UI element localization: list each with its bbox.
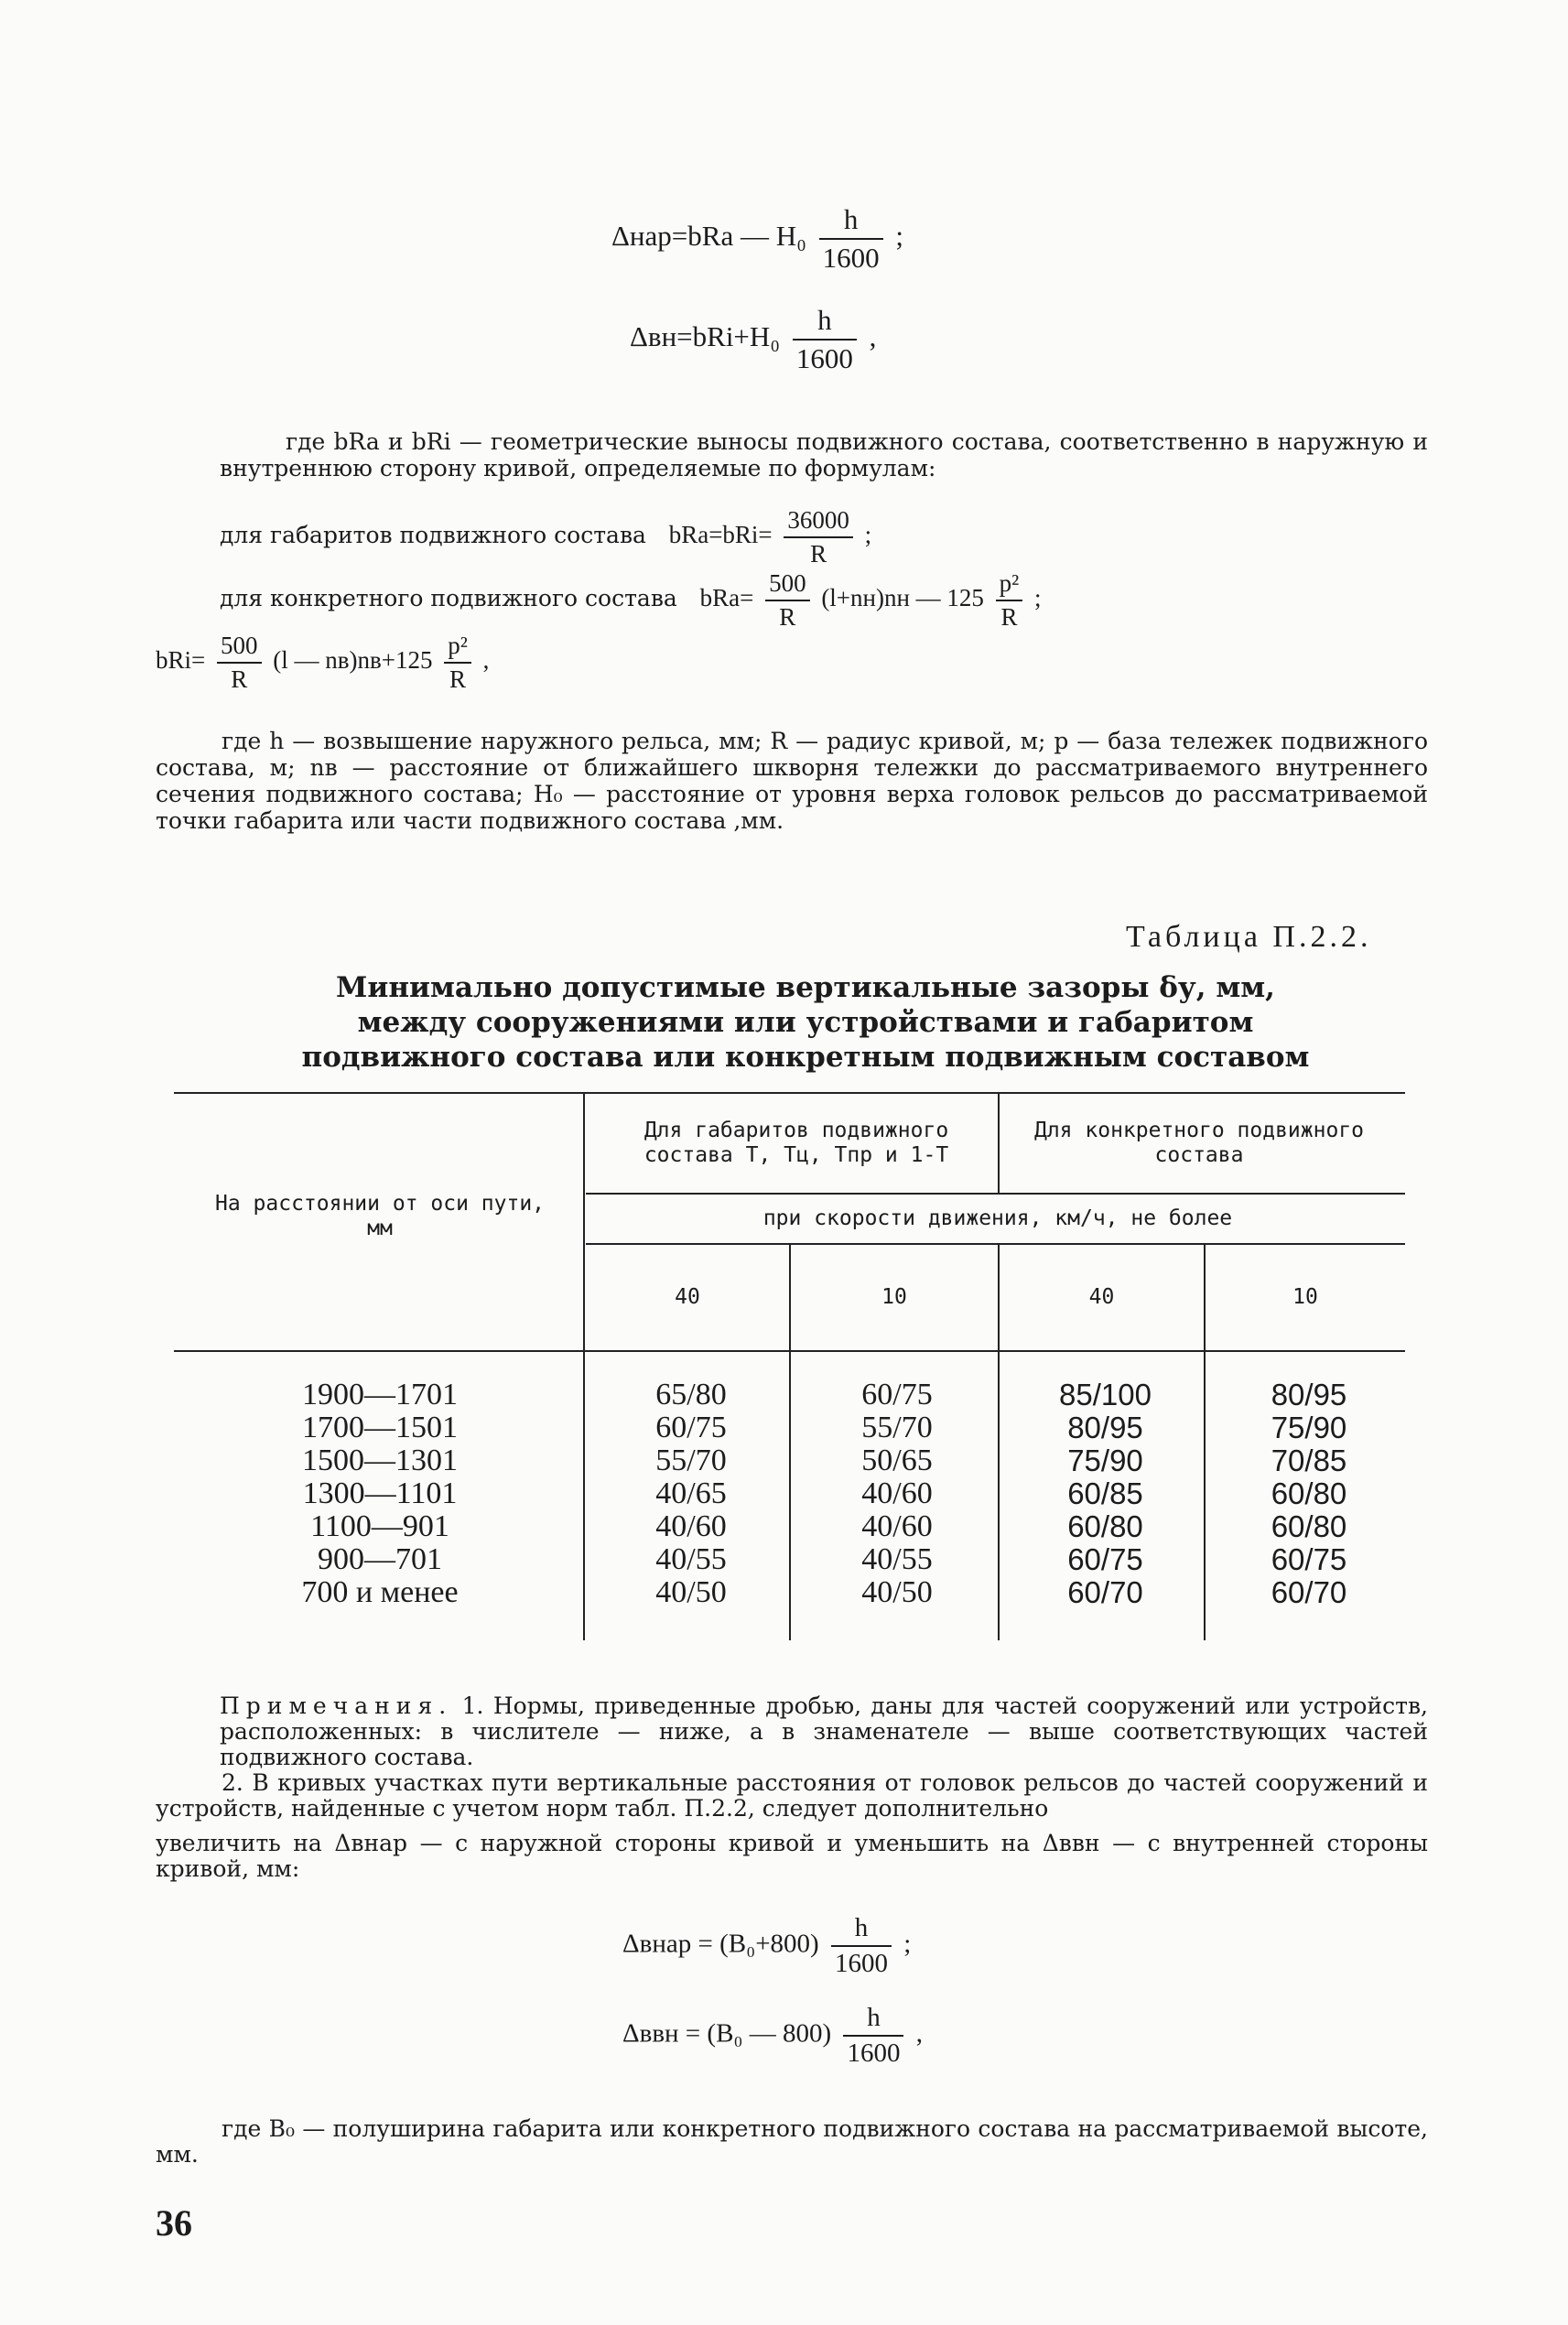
header-distance: На расстоянии от оси пути, мм bbox=[214, 1192, 546, 1240]
table-cell: 60/75 bbox=[1271, 1542, 1347, 1576]
table-cell: 60/70 bbox=[1067, 1575, 1143, 1609]
header-speed-10-a: 10 bbox=[881, 1285, 907, 1309]
header-speed-40-a: 40 bbox=[675, 1285, 700, 1309]
table-cell: 1100—901 bbox=[310, 1509, 449, 1543]
table-cell: 900—701 bbox=[318, 1542, 442, 1576]
table-cell: 80/95 bbox=[1271, 1378, 1347, 1411]
table-cell: 50/65 bbox=[861, 1444, 933, 1477]
table-cell: 1700—1501 bbox=[302, 1411, 458, 1444]
table-cell: 40/60 bbox=[861, 1509, 933, 1543]
note-1: Примечания. 1. Нормы, приведенные дробью, даны для частей сооружений или устройств, расположенных: в числителе — ниже, а в знаменателе — выше соответствующих частей подвижного состава. bbox=[220, 1692, 1428, 1770]
table-cell: 75/90 bbox=[1067, 1444, 1143, 1477]
table-cell: 60/80 bbox=[1271, 1476, 1347, 1510]
table-cell: 40/55 bbox=[655, 1542, 727, 1576]
table-title: Таблица П.2.2. bbox=[1126, 920, 1372, 954]
table-cell: 1900—1701 bbox=[302, 1378, 458, 1411]
table-body-vrule-4 bbox=[1204, 1352, 1206, 1640]
header-speed: при скорости движения, км/ч, не более bbox=[762, 1206, 1233, 1230]
table-cell: 60/70 bbox=[1271, 1575, 1347, 1609]
table-cell: 60/80 bbox=[1067, 1509, 1143, 1543]
table-cell: 40/60 bbox=[861, 1476, 933, 1510]
table-cell: 55/70 bbox=[655, 1444, 727, 1477]
table-cell: 40/60 bbox=[655, 1509, 727, 1543]
column-distance bbox=[197, 1379, 563, 1609]
table-cell: 1300—1101 bbox=[302, 1476, 458, 1510]
column-konk-40 bbox=[1016, 1379, 1195, 1609]
note-2b: увеличить на Δвнар — с наружной стороны кривой и уменьшить на Δввн — с внутренней стороны кривой, мм: bbox=[156, 1830, 1428, 1882]
table-cell: 1500—1301 bbox=[302, 1444, 458, 1477]
where-h-paragraph: где h — возвышение наружного рельса, мм; R — радиус кривой, м; p — база тележек подвижного состава, м; nв — расстояние от ближайшего шкворня тележки до рассматриваемого внутреннего сечения подвижного состава; H₀ — расстояние от уровня верха головок рельсов до рассматриваемой точки габарита или части подвижного состава ,мм. bbox=[156, 728, 1428, 834]
table-cell: 55/70 bbox=[861, 1411, 933, 1444]
table-cell: 70/85 bbox=[1271, 1444, 1347, 1477]
formula-delta-vn: Δвн=bRi+H₀ $\frac{h}{1600}$ , bbox=[630, 304, 877, 374]
table-cell: 65/80 bbox=[655, 1378, 727, 1411]
header-gabarit: Для габаритов подвижного состава Т, Тц, Тпр и 1-Т bbox=[643, 1119, 949, 1167]
formula-b-ri: bRi= $\frac{500}{R}$ (l — nв)nв+125 $\frac{\text{p²}}{R}$ , bbox=[156, 632, 490, 693]
formula-delta-v-vn: Δввн = (B₀ — 800) $\frac{h}{1600}$ , bbox=[622, 2003, 923, 2068]
table-cell: 700 и менее bbox=[301, 1575, 459, 1609]
table-vrule-group bbox=[998, 1092, 1000, 1193]
table-cell: 60/80 bbox=[1271, 1509, 1347, 1543]
table-cell: 80/95 bbox=[1067, 1411, 1143, 1444]
table-cell: 60/75 bbox=[655, 1411, 727, 1444]
table-header-rule-1 bbox=[586, 1193, 1405, 1195]
table-cell: 60/75 bbox=[1067, 1542, 1143, 1576]
table-cell: 60/75 bbox=[861, 1378, 933, 1411]
table-cell: 85/100 bbox=[1059, 1378, 1152, 1411]
table-cell: 40/65 bbox=[655, 1476, 727, 1510]
header-speed-40-b: 40 bbox=[1088, 1285, 1115, 1309]
column-gab-10 bbox=[810, 1379, 984, 1609]
table-caption: Минимально допустимые вертикальные зазоры δу, мм, между сооружениями или устройствами и габаритом подвижного состава или конкретным подвижным составом bbox=[301, 971, 1310, 1074]
table-top-rule bbox=[174, 1092, 1405, 1094]
table-cell: 60/85 bbox=[1067, 1476, 1143, 1510]
table-body-vrule-1 bbox=[583, 1352, 585, 1640]
where-b-paragraph: где bRa и bRi — геометрические выносы подвижного состава, соответственно в наружную и внутреннюю сторону кривой, определяемые по формулам: bbox=[220, 428, 1428, 481]
formula-konkret: для конкретного подвижного состава bRa= $\frac{500}{R}$ (l+nн)nн — 125 $\frac{\text{p²}}{R}$ ; bbox=[220, 569, 1042, 631]
formula-delta-nar: Δнар=bRa — H₀ $\frac{h}{1600}$ ; bbox=[611, 203, 904, 274]
table-vrule-1 bbox=[583, 1092, 585, 1352]
formula-gabarit: для габаритов подвижного состава bRa=bRi= $\frac{36000}{R}$ ; bbox=[220, 506, 872, 568]
table-cell: 75/90 bbox=[1271, 1411, 1347, 1444]
header-konkret: Для конкретного подвижного состава bbox=[1033, 1119, 1365, 1167]
table-body-vrule-2 bbox=[789, 1352, 791, 1640]
table-cell: 40/55 bbox=[861, 1542, 933, 1576]
table-header-rule-2 bbox=[586, 1243, 1405, 1245]
column-gab-40 bbox=[604, 1379, 778, 1609]
where-b0-paragraph: где B₀ — полуширина габарита или конкретного подвижного состава на рассматриваемой высоте, мм. bbox=[156, 2115, 1428, 2168]
column-konk-10 bbox=[1222, 1379, 1396, 1609]
table-cell: 40/50 bbox=[861, 1575, 933, 1609]
table-body-vrule-3 bbox=[998, 1352, 1000, 1640]
page-number: 36 bbox=[156, 2202, 192, 2244]
table-cell: 40/50 bbox=[655, 1575, 727, 1609]
header-speed-10-b: 10 bbox=[1292, 1285, 1318, 1309]
note-2a: 2. В кривых участках пути вертикальные расстояния от головок рельсов до частей сооружений и устройств, найденные с учетом норм табл. П.2.2, следует дополнительно bbox=[156, 1769, 1428, 1822]
formula-delta-v-nar: Δвнар = (B₀+800) $\frac{h}{1600}$ ; bbox=[622, 1913, 912, 1978]
